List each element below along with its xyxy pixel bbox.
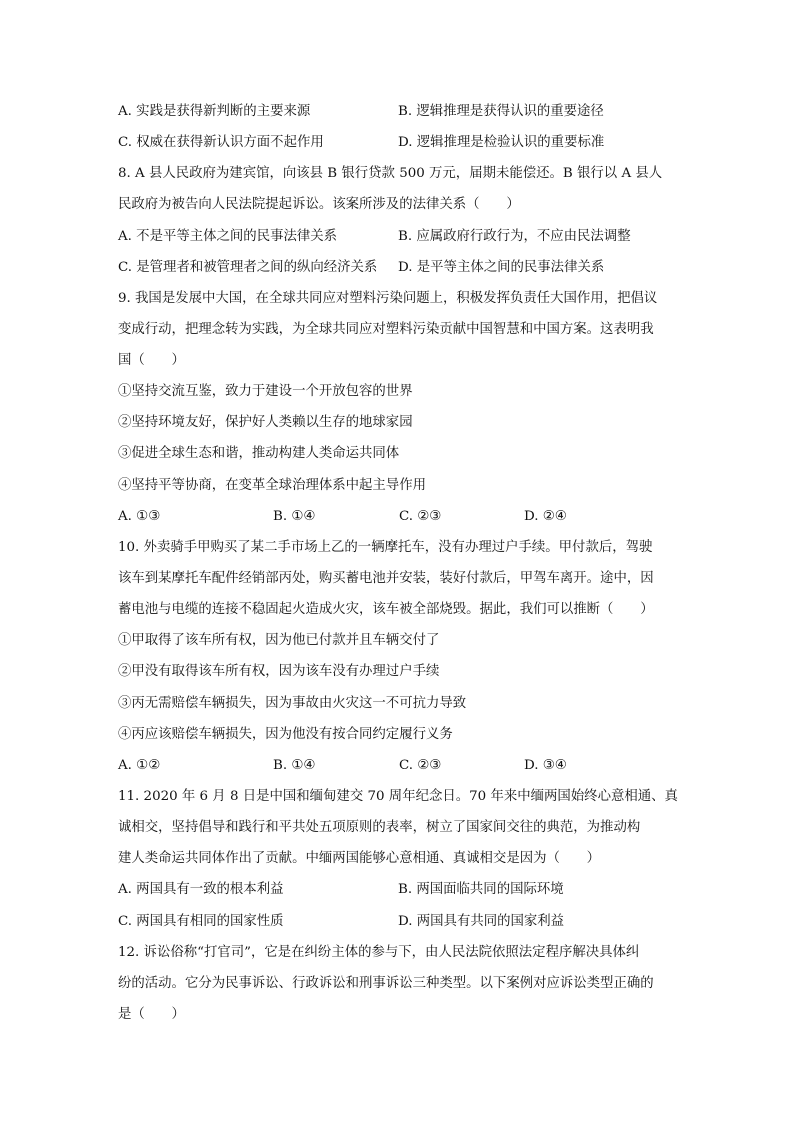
q9-option-d: D. ②④: [524, 509, 567, 524]
q9-item-4: ④坚持平等协商，在变革全球治理体系中起主导作用: [118, 478, 426, 493]
q10-item-4: ④丙应该赔偿车辆损失，因为他没有按合同约定履行义务: [118, 727, 453, 742]
q11-option-d: D. 两国具有共同的国家利益: [398, 914, 565, 929]
q11-option-c: C. 两国具有相同的国家性质: [118, 914, 284, 929]
q10-option-b: B. ①④: [273, 758, 316, 773]
q9-option-a: A. ①③: [118, 509, 161, 524]
q10-option-a: A. ①②: [118, 758, 161, 773]
q7-option-a: A. 实践是获得新判断的主要来源: [118, 104, 311, 119]
q9-stem-line-2: 变成行动，把理念转为实践，为全球共同应对塑料污染贡献中国智慧和中国方案。这表明我: [118, 322, 654, 337]
q9-stem-line-1: 9. 我国是发展中大国，在全球共同应对塑料污染问题上，积极发挥负责任大国作用，把倡议: [118, 291, 658, 306]
q9-item-2: ②坚持环境友好，保护好人类赖以生存的地球家园: [118, 415, 413, 430]
q7-option-c: C. 权威在获得新认识方面不起作用: [118, 135, 324, 150]
q7-option-d: D. 逻辑推理是检验认识的重要标准: [398, 135, 605, 150]
q12-stem-line-2: 纷的活动。它分为民事诉讼、行政诉讼和刑事诉讼三种类型。以下案例对应诉讼类型正确的: [118, 976, 654, 991]
q8-option-a: A. 不是平等主体之间的民事法律关系: [118, 229, 338, 244]
q9-option-b: B. ①④: [273, 509, 316, 524]
q11-stem-line-3: 建人类命运共同体作出了贡献。中缅两国能够心意相通、真诚相交是因为（ ）: [118, 851, 601, 866]
q11-stem-line-2: 诚相交，坚持倡导和践行和平共处五项原则的表率，树立了国家间交往的典范，为推动构: [118, 820, 641, 835]
q11-option-a: A. 两国具有一致的根本利益: [118, 882, 284, 897]
q10-option-c: C. ②③: [399, 758, 442, 773]
q12-stem-line-3: 是（ ）: [118, 1007, 185, 1022]
q8-stem-line-1: 8. A 县人民政府为建宾馆，向该县 B 银行贷款 500 万元，届期未能偿还。B 银行以 A 县人: [118, 166, 663, 181]
q11-stem-line-1: 11. 2020 年 6 月 8 日是中国和缅甸建交 70 周年纪念日。70 年来中缅两国始终心意相通、真: [118, 789, 678, 804]
q10-item-3: ③丙无需赔偿车辆损失，因为事故由火灾这一不可抗力导致: [118, 696, 467, 711]
q8-option-c: C. 是管理者和被管理者之间的纵向经济关系: [118, 260, 378, 275]
q10-stem-line-2: 该车到某摩托车配件经销部丙处，购买蓄电池并安装，装好付款后，甲驾车离开。途中，因: [118, 571, 654, 586]
q10-option-d: D. ③④: [524, 758, 567, 773]
q8-option-d: D. 是平等主体之间的民事法律关系: [398, 260, 605, 275]
q10-stem-line-1: 10. 外卖骑手甲购买了某二手市场上乙的一辆摩托车，没有办理过户手续。甲付款后，驾驶: [118, 540, 653, 555]
q12-stem-line-1: 12. 诉讼俗称“打官司”，它是在纠纷主体的参与下，由人民法院依照法定程序解决具体纠: [118, 945, 640, 960]
q8-stem-line-2: 民政府为被告向人民法院提起诉讼。该案所涉及的法律关系（ ）: [118, 197, 520, 212]
q9-stem-line-3: 国（ ）: [118, 353, 185, 368]
q11-option-b: B. 两国面临共同的国际环境: [398, 882, 564, 897]
q9-item-3: ③促进全球生态和谐，推动构建人类命运共同体: [118, 446, 400, 461]
q10-stem-line-3: 蓄电池与电缆的连接不稳固起火造成火灾，该车被全部烧毁。据此，我们可以推断（ ）: [118, 602, 654, 617]
q9-item-1: ①坚持交流互鉴，致力于建设一个开放包容的世界: [118, 384, 413, 399]
q8-option-b: B. 应属政府行政行为，不应由民法调整: [398, 229, 631, 244]
q9-option-c: C. ②③: [399, 509, 442, 524]
q10-item-2: ②甲没有取得该车所有权，因为该车没有办理过户手续: [118, 664, 440, 679]
q10-item-1: ①甲取得了该车所有权，因为他已付款并且车辆交付了: [118, 633, 440, 648]
q7-option-b: B. 逻辑推理是获得认识的重要途径: [398, 104, 604, 119]
